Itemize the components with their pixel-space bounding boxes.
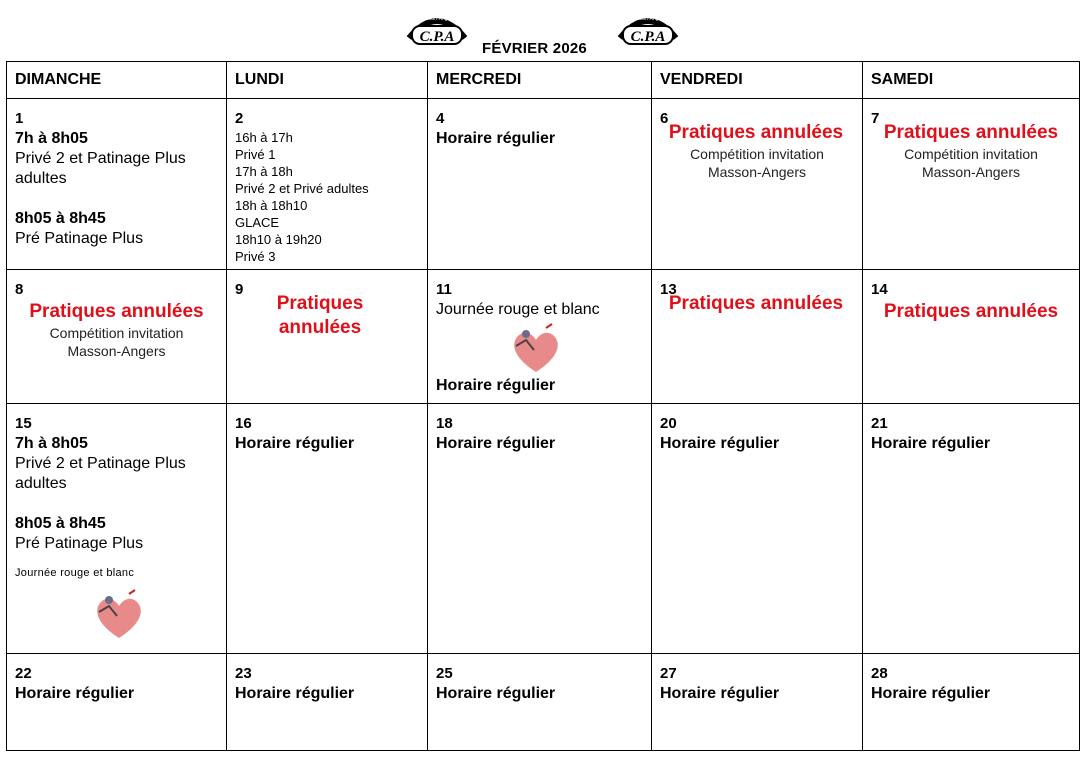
session-label: Privé 2 et Patinage Plus <box>15 150 186 167</box>
day-cell <box>652 404 863 654</box>
regular-schedule: Horaire régulier <box>436 377 556 394</box>
competition-note: Masson-Angers <box>707 164 807 180</box>
session-label: Pré Patinage Plus <box>15 230 144 247</box>
cpa-logo <box>406 8 468 48</box>
day-cell <box>428 654 652 751</box>
day-number: 25 <box>436 665 453 682</box>
svg-text:C.P.A: C.P.A <box>419 29 455 45</box>
day-cell <box>7 99 227 270</box>
cancelled-notice: Pratiques annulées <box>668 122 844 143</box>
cpa-logo <box>617 8 679 48</box>
session-label: adultes <box>15 475 67 492</box>
heart-skater-icon <box>506 320 566 378</box>
schedule-line: Privé 3 <box>235 249 276 264</box>
schedule-line: 18h10 à 19h20 <box>235 232 322 247</box>
regular-schedule: Horaire régulier <box>436 130 556 147</box>
day-number: 21 <box>871 415 888 432</box>
day-number: 11 <box>436 281 452 298</box>
page-title: FÉVRIER 2026 <box>482 40 587 57</box>
day-cell <box>227 404 428 654</box>
regular-schedule: Horaire régulier <box>660 685 780 702</box>
day-cell <box>863 99 1080 270</box>
competition-note: Masson-Angers <box>67 343 166 359</box>
weekday-header: VENDREDI <box>652 62 863 99</box>
competition-note: Compétition invitation <box>690 146 824 162</box>
session-label: Privé 2 et Patinage Plus <box>15 455 186 472</box>
day-number: 22 <box>15 665 32 682</box>
day-cell <box>428 99 652 270</box>
week-row <box>7 654 1080 751</box>
time-slot: 7h à 8h05 <box>15 435 88 452</box>
week-row <box>7 404 1080 654</box>
day-cell <box>652 270 863 404</box>
schedule-line: 17h à 18h <box>235 164 293 179</box>
regular-schedule: Horaire régulier <box>871 435 991 452</box>
regular-schedule: Horaire régulier <box>235 435 355 452</box>
week-row <box>7 270 1080 404</box>
weekday-header: DIMANCHE <box>7 62 227 99</box>
competition-note: Compétition invitation <box>49 325 184 341</box>
weekday-header: MERCREDI <box>428 62 652 99</box>
day-number: 28 <box>871 665 888 682</box>
cancelled-notice: Pratiques annulées <box>29 301 204 322</box>
day-number: 23 <box>235 665 252 682</box>
day-number: 6 <box>660 110 669 127</box>
schedule-line: Privé 2 et Privé adultes <box>235 181 369 196</box>
svg-text:Masson-Angers: Masson-Angers <box>419 16 455 22</box>
day-cell <box>428 270 652 404</box>
regular-schedule: Horaire régulier <box>660 435 780 452</box>
svg-text:Masson-Angers: Masson-Angers <box>630 16 666 22</box>
day-cell <box>7 270 227 404</box>
regular-schedule: Horaire régulier <box>871 685 991 702</box>
schedule-line: Privé 1 <box>235 147 276 162</box>
day-cell <box>863 654 1080 751</box>
weekday-header: SAMEDI <box>863 62 1080 99</box>
heart-skater-icon <box>89 586 149 644</box>
day-cell <box>652 654 863 751</box>
day-cell <box>428 404 652 654</box>
time-slot: 8h05 à 8h45 <box>15 210 106 227</box>
day-cell <box>7 404 227 654</box>
day-cell <box>227 270 428 404</box>
regular-schedule: Horaire régulier <box>15 685 135 702</box>
event-note: Journée rouge et blanc <box>15 567 135 579</box>
schedule-line: 16h à 17h <box>235 130 293 145</box>
day-cell <box>227 99 428 270</box>
day-number: 16 <box>235 415 252 432</box>
regular-schedule: Horaire régulier <box>436 685 556 702</box>
cancelled-notice: Pratiques annulées <box>668 293 844 314</box>
time-slot: 7h à 8h05 <box>15 130 88 147</box>
day-cell <box>7 654 227 751</box>
cancelled-notice: Pratiques annulées <box>276 293 364 338</box>
schedule-line: GLACE <box>235 215 280 230</box>
event-note: Journée rouge et blanc <box>436 301 600 318</box>
weekday-header: LUNDI <box>227 62 428 99</box>
day-number: 14 <box>871 281 888 298</box>
day-cell <box>863 404 1080 654</box>
day-cell <box>863 270 1080 404</box>
day-number: 7 <box>871 110 880 127</box>
session-label: adultes <box>15 170 67 187</box>
schedule-line: 18h à 18h10 <box>235 198 308 213</box>
day-number: 15 <box>15 415 32 432</box>
day-number: 27 <box>660 665 677 682</box>
day-number: 4 <box>436 110 445 127</box>
day-number: 13 <box>660 281 677 298</box>
regular-schedule: Horaire régulier <box>436 435 556 452</box>
session-label: Pré Patinage Plus <box>15 535 144 552</box>
svg-text:C.P.A: C.P.A <box>630 29 666 45</box>
day-number: 9 <box>235 281 244 298</box>
day-number: 8 <box>15 281 24 298</box>
day-number: 18 <box>436 415 453 432</box>
regular-schedule: Horaire régulier <box>235 685 355 702</box>
day-cell <box>227 654 428 751</box>
day-cell <box>652 99 863 270</box>
competition-note: Masson-Angers <box>921 164 1021 180</box>
cancelled-notice: Pratiques annulées <box>883 122 1059 143</box>
time-slot: 8h05 à 8h45 <box>15 515 106 532</box>
calendar-header <box>0 0 1089 60</box>
day-number: 2 <box>235 110 244 127</box>
day-number: 1 <box>15 110 24 127</box>
cancelled-notice: Pratiques annulées <box>883 301 1059 322</box>
weekday-header-row <box>7 62 1080 99</box>
competition-note: Compétition invitation <box>904 146 1038 162</box>
day-number: 20 <box>660 415 677 432</box>
week-row <box>7 99 1080 270</box>
calendar-table <box>6 61 1080 751</box>
